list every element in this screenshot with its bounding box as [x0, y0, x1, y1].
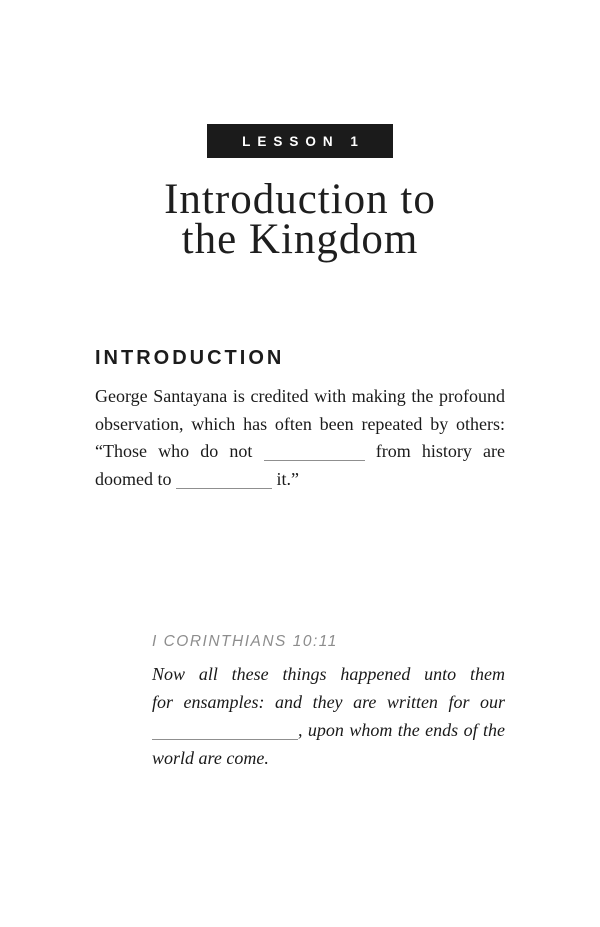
- fill-in-blank[interactable]: [264, 444, 365, 461]
- lesson-badge-label: LESSON 1: [242, 133, 365, 149]
- scripture-line-2: for ensamples: and they are written for our: [152, 692, 505, 712]
- scripture-text-fragment: , upon whom the ends of the: [298, 720, 505, 740]
- paragraph-text: it.”: [276, 468, 299, 489]
- lesson-badge: [207, 124, 393, 158]
- lesson-title: [0, 176, 600, 263]
- paragraph-line-3: [95, 438, 505, 466]
- paragraph-text: from history are: [375, 441, 506, 462]
- fill-in-blank[interactable]: [152, 723, 298, 740]
- scripture-text: [152, 660, 505, 772]
- section-heading: INTRODUCTION: [95, 347, 285, 369]
- lesson-title-line1: Introduction to: [164, 176, 436, 223]
- scripture-line-1: Now all these things happened unto them: [152, 664, 505, 684]
- paragraph-line-4: [95, 466, 505, 494]
- scripture-reference: I CORINTHIANS 10:11: [152, 633, 338, 650]
- paragraph-line-2: observation, which has often been repeated by others:: [95, 413, 505, 434]
- paragraph-text: “Those who do not: [95, 441, 253, 462]
- lesson-title-line2: the Kingdom: [181, 216, 419, 263]
- scripture-line-4: world are come.: [152, 748, 269, 768]
- scripture-line-3: [152, 716, 505, 744]
- scripture-block: [152, 633, 505, 772]
- fill-in-blank[interactable]: [176, 472, 272, 489]
- paragraph-line-1: George Santayana is credited with making the profound: [95, 386, 505, 406]
- intro-paragraph: [95, 383, 505, 493]
- paragraph-text: doomed to: [95, 468, 172, 489]
